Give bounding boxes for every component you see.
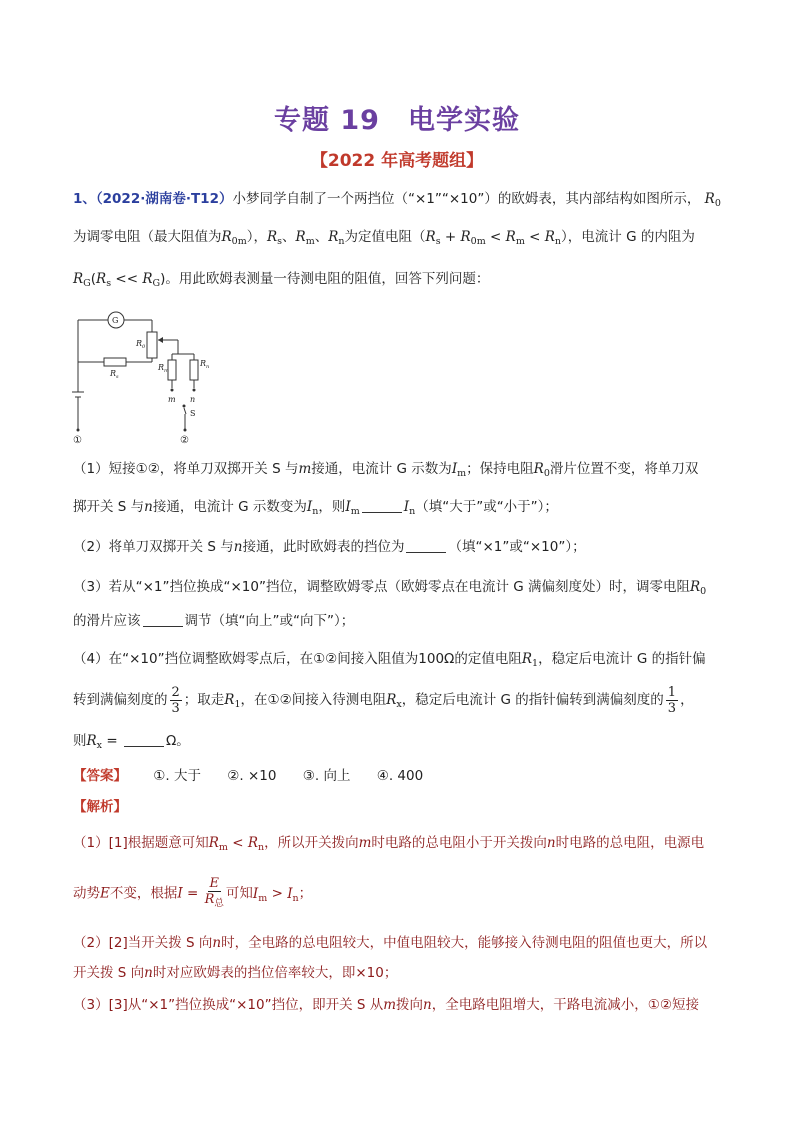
- label-s: S: [190, 409, 196, 418]
- part-3-line-2: 的滑片应该 调节（填“向上”或“向下”）；: [73, 613, 355, 629]
- analysis-tag-line: [73, 796, 733, 818]
- intro-text: 小梦同学自制了一个两挡位（“×1”“×10”）的欧姆表，其内部结构如图所示，: [232, 191, 701, 207]
- ohmmeter-circuit-diagram: [66, 304, 226, 446]
- part-1-line-1: （1）短接①②，将单刀双掷开关 S 与m接通，电流计 G 示数为$I_m$；保持电阻$R_0$滑片位置不变，将单刀双: [73, 461, 699, 479]
- part-3-line-1: （3）若从“×1”挡位换成“×10”挡位，调整欧姆零点（欧姆零点在电流计 G 满偏刻度处）时，调零电阻$R_0$: [73, 579, 707, 597]
- answer-item-3: ③. 向上: [302, 768, 351, 784]
- page-title: 专题 19 电学实验: [274, 105, 520, 136]
- answer-blank-1[interactable]: [362, 498, 402, 513]
- part-4-line-2: 转到满偏刻度的 $\frac{2}{3}$ ；取走$R_1$，在①②间接入待测电阻$R_x$，稳定后电流计 G 的指针偏转到满偏刻度的 $\frac{1}{3}$ ，: [73, 684, 694, 716]
- question-number: 1、（2022·湖南卷·T12）: [73, 191, 233, 207]
- label-m: m: [168, 395, 176, 404]
- terminal-2: ②: [180, 435, 189, 446]
- analysis-line-2: 动势E不变，根据I = $\frac{E}{R_总}$ 可知$I_m > I_n$；: [73, 876, 313, 909]
- label-rm: $R_m$: [158, 363, 169, 374]
- terminal-1: ①: [73, 435, 82, 446]
- slider-arrow-icon: [158, 337, 163, 343]
- label-g: G: [112, 316, 119, 325]
- fraction-e-over-r: $\frac{E}{R_总}$: [204, 876, 224, 909]
- question-intro-line-2: 为调零电阻（最大阻值为$R_{0m}$），$R_s$、$R_m$、$R_n$为定值电阻$(R_s + R_{0m} < R_m < R_n)$，电流计 G 的内阻为: [73, 229, 695, 247]
- part-2-line: （2）将单刀双掷开关 S 与n接通，此时欧姆表的挡位为 （填“×1”或“×10”）；: [73, 539, 586, 555]
- label-rn: $R_n$: [200, 359, 210, 370]
- answer-item-1: ①. 大于: [153, 768, 201, 784]
- answer-item-4: ④. 400: [376, 768, 424, 784]
- part-4-line-3: 则$R_x = \Omega$。: [73, 733, 190, 751]
- part-4-line-1: （4）在“×10”挡位调整欧姆零点后，在①②间接入阻值为100Ω的定值电阻$R_1$，稳定后电流计 G 的指针偏: [73, 651, 706, 669]
- section-subtitle: 【2022 年高考题组】: [310, 151, 484, 171]
- fraction-one-third: $\frac{1}{3}$: [667, 684, 677, 716]
- part-1-line-2: 掷开关 S 与n接通，电流计 G 示数变为$I_n$，则$I_m$ $I_n$（填“大于”或“小于”）；: [73, 499, 558, 517]
- question-intro-line-1: [73, 188, 733, 215]
- question-intro-line-3: $R_G(R_s << R_G)$。用此欧姆表测量一待测电阻的阻值，回答下列问题：: [73, 271, 490, 289]
- answer-line: [73, 765, 733, 787]
- analysis-tag: 【解析】: [73, 799, 127, 815]
- answer-item-2: ②. ×10: [227, 768, 277, 784]
- answer-tag: 【答案】: [73, 768, 127, 784]
- analysis-line-3: （2）[2]当开关拨 S 向n时，全电路的总电阻较大，中值电阻较大，能够接入待测电阻的阻值也更大，所以: [73, 935, 708, 951]
- label-n: n: [190, 395, 196, 404]
- analysis-line-5: （3）[3]从“×1”挡位换成“×10”挡位，即开关 S 从m拨向n，全电路电阻增大，干路电流减小，①②短接: [73, 997, 699, 1013]
- analysis-line-4: 开关拨 S 向n时对应欧姆表的挡位倍率较大，即×10；: [73, 965, 398, 981]
- answer-blank-3[interactable]: [143, 612, 183, 627]
- answer-blank-2[interactable]: [406, 538, 446, 553]
- label-r0: $R_0$: [136, 339, 146, 350]
- analysis-line-1: （1）[1]根据题意可知$R_m < R_n$，所以开关拨向m时电路的总电阻小于开关拨向n时电路的总电阻，电源电: [73, 835, 705, 853]
- fraction-two-thirds: $\frac{2}{3}$: [171, 684, 180, 716]
- answer-blank-4[interactable]: [124, 732, 164, 747]
- label-rs: $R_s$: [110, 369, 119, 380]
- var-r0: $R_0$: [704, 191, 721, 209]
